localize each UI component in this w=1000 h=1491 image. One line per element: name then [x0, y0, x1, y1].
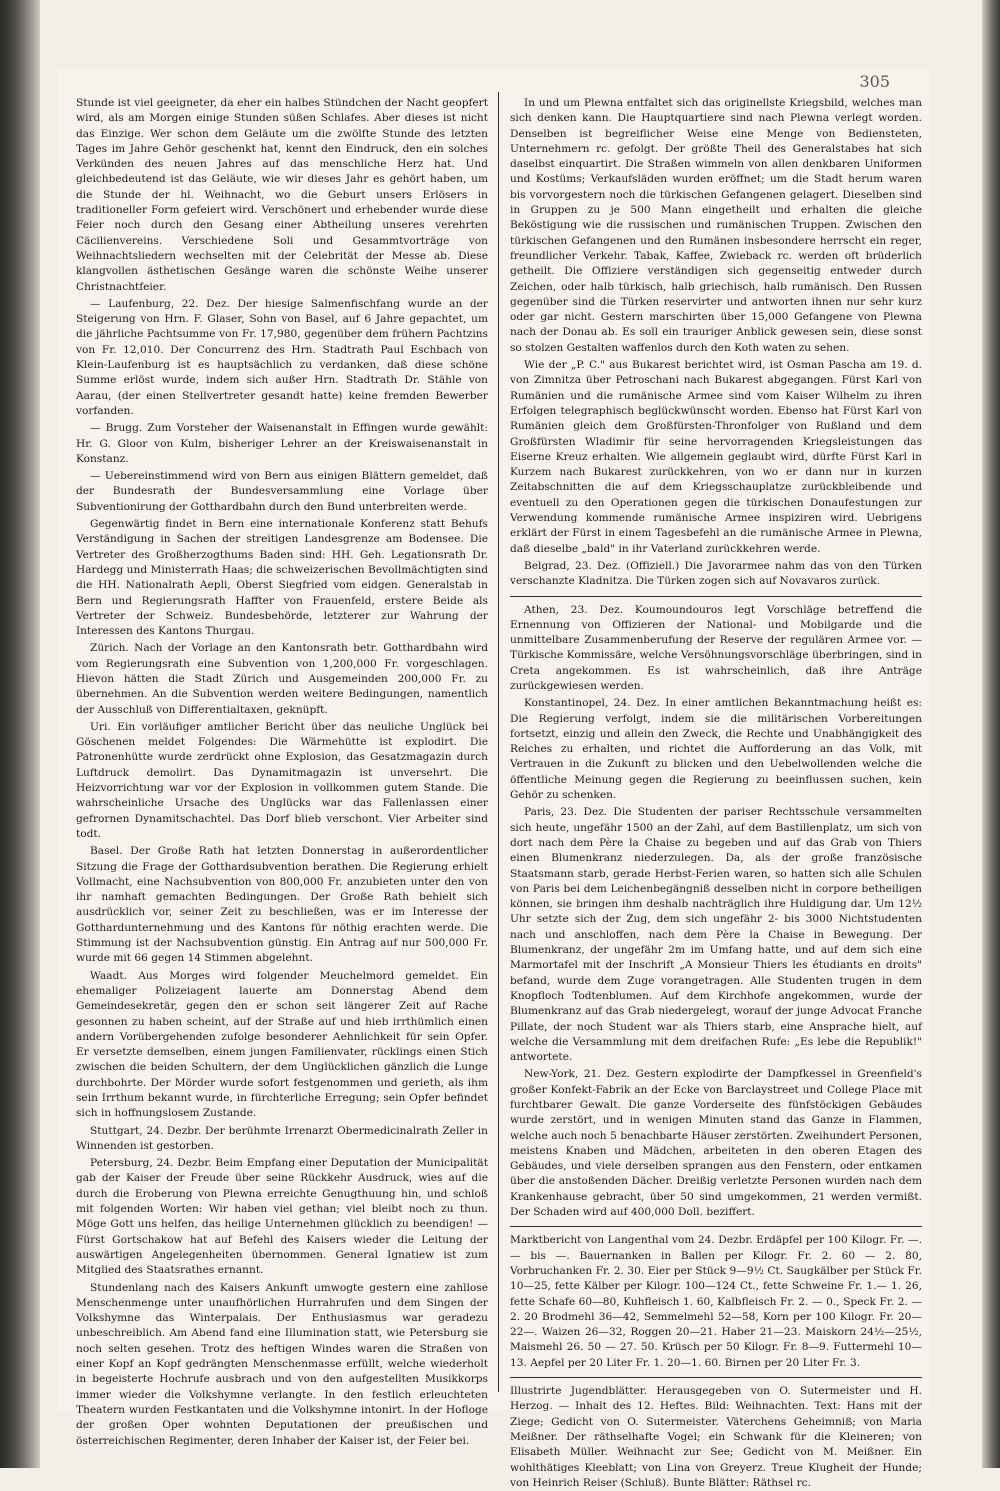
article-plewna: In und um Plewna entfaltet sich das originellste Kriegsbild, welches man sich denken kann. Die Hauptquartiere sind nach Plewna verlegt worden. Denselben ist begreiflicher Weise eine Menge von Bediensteten, Unternehmern rc. gefolgt. Der größte Theil des Generalstabes hat sich daselbst einquartirt. Die Straßen wimmeln von allen denkbaren Uniformen und Kostüms; Verkaufsläden wurden eröffnet; um die Stadt herum waren bis vorvorgestern noch die türkischen Gefangenen gelagert. Dieselben sind in Gruppen zu je 500 Mann eingetheilt und erhalten die gleiche Beköstigung wie die russischen und rumänischen Truppen. Zwischen den türkischen Gefangenen und den Rumänen insbesondere herrscht ein reger, freundlicher Verkehr. Tabak, Kaffee, Zwieback rc. werden oft brüderlich getheilt. Die Offiziere verständigen sich gegenseitig entweder durch Zeichen, oder halb türkisch, halb griechisch, halb rumänisch. Den Russen gegenüber sind die Türken reservirter und antworten ihnen nur sehr kurz oder gar nicht. Gestern marschirten über 15,000 Gefangene von Plewna nach der Donau ab. Es soll ein trauriger Anblick gewesen sein, diese sonst so stolzen Gestalten waffenlos durch den Koth waten zu sehen.	[510, 97, 922, 354]
notice-jugendblaetter: Illustrirte Jugendblätter. Herausgegeben von O. Sutermeister und H. Herzog. — Inhalt des 12. Heftes. Bild: Weihnachten. Text: Hans mit der Ziege; Gedicht von O. Sutermeister. Väterchens Geheimniß; von Maria Meißner. Der räthselhafte Vogel; ein Schwank für die Kleineren; von Elisabeth Müller. Weihnacht zur See; Gedicht von M. Meißner. Ein wohlthätiges Kleeblatt; von Lina von Greyerz. Treue Klugheit der Hunde; von Heinrich Reiser (Schluß). Bunte Blätter: Räthsel rc.	[510, 1385, 922, 1489]
page-number: 305	[859, 72, 890, 91]
article-laufenburg: — Laufenburg, 22. Dez. Der hiesige Salmenfischfang wurde an der Steigerung von Hrn. F. Glaser, Sohn von Basel, auf 6 Jahre gepachtet, um die jährliche Pachtsumme von Fr. 17,980, gegenüber dem frühern Pachtzins von Fr. 12,010. Der Concurrenz des Hrn. Stadtrath Paul Eschbach von Klein-Laufenburg ist es hauptsächlich zu verdanken, daß diese schöne Summe erlöst wurde, indem sich außer Hrn. Stadtrath Dr. Stähle von Aarau, (der einen Stellvertreter gesandt hatte) keine fremden Bewerber vorfanden.	[76, 297, 488, 417]
section-divider	[510, 1377, 922, 1378]
page-edge	[982, 0, 1000, 1468]
article-conference: Gegenwärtig findet in Bern eine internationale Konferenz statt Behufs Verständigung in Sachen der streitigen Landesgrenze am Bodensee. Die Vertreter des Großherzogthums Baden sind: HH. Geh. Legationsrath Dr. Hardegg und Ministerrath Haas; die schweizerischen Bevollmächtigten sind die HH. Nationalrath Aepli, Oberst Siegfried vom eidgen. Generalstab in Bern und Regierungsrath Haffter von Frauenfeld, erstere Beide als Vertreter der Schweiz. Bundesbehörde, letzterer zur Wahrung der Interessen des Kantons Thurgau.	[76, 518, 488, 638]
article-athen: Athen, 23. Dez. Koumoundouros legt Vorschläge betreffend die Ernennung von Offizieren der National- und Mobilgarde und die unmittelbare Zusammenberufung der Reserve der regulären Armee vor. — Türkische Kommissäre, welche Versöhnungsvorschläge überbringen, sind in Creta angekommen. Es ist wahrscheinlich, daß ihre Anträge zurückgewiesen werden.	[510, 603, 922, 692]
right-column	[510, 96, 922, 1489]
article-uri: Uri. Ein vorläufiger amtlicher Bericht über das neuliche Unglück bei Göschenen meldet Folgendes: Die Wärmehütte ist explodirt. Die Patronenhütte wurde zerdrückt ohne Explosion, das Gesatzmagazin durch Luftdruck demolirt. Das Dynamitmagazin ist unversehrt. Die Heizvorrichtung war vor der Explosion in vollkommen gutem Stande. Die wahrscheinliche Ursache des Unglücks war das Fallenlassen einer gefrornen Dynamitschachtel. Das Dorf blieb verschont. Vier Arbeiter sind todt.	[76, 720, 488, 840]
article-basel: Basel. Der Große Rath hat letzten Donnerstag in außerordentlicher Sitzung die Frage der Gotthardsubvention berathen. Die Regierung erhielt Vollmacht, eine Nachsubvention von 800,000 Fr. anzubieten unter den von ihr namhaft gemachten Bedingungen. Der Große Rath behielt sich ausdrücklich vor, seiner Zeit zu beschließen, was er im Interesse der Gotthardunternehmung und des Kantons für nöthig erachten werde. Die Stimmung ist der Nachsubvention günstig. Ein Antrag auf nur 500,000 Fr. wurde mit 66 gegen 14 Stimmen abgelehnt.	[76, 845, 488, 965]
book-binding	[0, 0, 40, 1468]
article-stuttgart: Stuttgart, 24. Dezbr. Der berühmte Irrenarzt Obermedicinalrath Zeller in Winnenden ist gestorben.	[76, 1124, 488, 1152]
article-new-york: New-York, 21. Dez. Gestern explodirte der Dampfkessel in Greenfield's großer Konfekt-Fabrik an der Ecke von Barclaystreet und College Place mit furchtbarer Gewalt. Die ganze Vorderseite des fünfstöckigen Gebäudes wurde zerstört, und in wenigen Minuten stand das Ganze in Flammen, welche auch noch 5 benachbarte Häuser zerstörten. Zweihundert Personen, meistens Knaben und Mädchen, arbeiteten in den oberen Etagen des Gebäudes, und viele derselben sprangen aus den Fenstern, oder entkamen über die anstoßenden Dächer. Dreißig verletzte Personen wurden nach dem Krankenhause gebracht, über 50 sind umgekommen, 21 werden vermißt. Der Schaden wird auf 400,000 Doll. beziffert.	[510, 1068, 922, 1219]
article-bern: — Uebereinstimmend wird von Bern aus einigen Blättern gemeldet, daß der Bundesrath der Bundesversammlung eine Vorlage über Subventionirung der Gotthardbahn durch den Bund unterbreiten werde.	[76, 470, 488, 513]
column-divider	[498, 92, 499, 1392]
newspaper-page	[58, 70, 930, 1489]
article-zurich: Zürich. Nach der Vorlage an den Kantonsrath betr. Gotthardbahn wird vom Regierungsrath eine Subvention von 1,200,000 Fr. vorgeschlagen. Hievon hätten die Stadt Zürich und Ausgemeinden 200,000 Fr. zu übernehmen. An die Subvention werden weitere Bedingungen, namentlich der Ausschluß von Differentialtaxen, geknüpft.	[76, 642, 488, 716]
article-konstantinopel: Konstantinopel, 24. Dez. In einer amtlichen Bekanntmachung heißt es: Die Regierung verfolgt, indem sie die militärischen Vorbereitungen fortsetzt, einzig und allein den Zweck, die Rechte und Unabhängigkeit des Reiches zu erhalten, und richtet die Aufforderung an das Volk, mit Vertrauen in die Zukunft zu blicken und den Uebelwollenden welche die öffentliche Meinung gegen die Regierung zu beeinflussen suchen, kein Gehör zu schenken.	[510, 697, 922, 802]
article-belgrad: Belgrad, 23. Dez. (Offiziell.) Die Javorarmee nahm das von den Türken verschanzte Kladnitza. Die Türken zogen sich auf Novavaros zurück.	[510, 559, 922, 588]
article-petersburg: Petersburg, 24. Dezbr. Beim Empfang einer Deputation der Municipalität gab der Kaiser der Freude über seine Rückkehr Ausdruck, wies auf die durch die Eroberung von Plewna erreichte Genugthuung hin, und schloß mit folgenden Worten: Wir haben viel gethan; viel bleibt noch zu thun. Möge Gott uns helfen, das heilige Unternehmen glücklich zu beendigen! — Fürst Gortschakow hat auf Befehl des Kaisers wieder die Leitung der auswärtigen Angelegenheiten übernommen. General Ignatiew ist zum Mitglied des Staatsrathes ernannt.	[76, 1157, 488, 1277]
article-waadt: Waadt. Aus Morges wird folgender Meuchelmord gemeldet. Ein ehemaliger Polizeiagent lauerte am Donnerstag Abend dem Gemeindesekretär, gegen den er schon seit längerer Zeit auf Rache gesonnen zu haben scheint, auf der Straße auf und hieb irrthümlich einen andern Vorübergehenden zufolge besonderer Aehnlichkeit für sein Opfer. Er versetzte demselben, einem jungen Familienvater, rücklings einen Stich zwischen die beiden Schultern, der dem Unglücklichen gänzlich die Lunge durchbohrte. Der Mörder wurde sofort festgenommen und gerieth, als ihm sein Irrthum bekannt wurde, in fürchterliche Erregung; sein Opfer befindet sich in hoffnungslosem Zustande.	[76, 969, 488, 1120]
section-divider	[510, 1226, 922, 1227]
section-divider	[510, 596, 922, 597]
article-petersburg-continued: Stundenlang nach des Kaisers Ankunft umwogte gestern eine zahllose Menschenmenge unter unaufhörlichen Hurrahrufen und dem Singen der Volkshymne das Winterpalais. Der Enthusiasmus war geradezu unbeschreiblich. Am Abend fand eine Illumination statt, wie Petersburg sie noch selten gesehen. Trotz des heftigen Windes waren die Straßen von einer Kopf an Kopf gedrängten Menschenmasse erfüllt, welche wiederholt in begeisterte Hochrufe ausbrach und von den aufgestellten Musikkorps immer wieder die Volkshymne verlangte. In den festlich erleuchteten Theatern wurden Festkantaten und die Volkshymne intonirt. In der Hofloge der großen Oper wohnten Deputationen der preußischen und österreichischen Regimenter, deren Inhaber der Kaiser ist, der Feier bei.	[76, 1281, 488, 1447]
article-paragraph: Stunde ist viel geeigneter, da eher ein halbes Stündchen der Nacht geopfert wird, als am Morgen einige Stunden süßen Schlafes. Aber dieses ist nicht das Einzige. Wer schon dem Geläute um die zwölfte Stunde des letzten Tages im Jahre Gehör geschenkt hat, kennt den Eindruck, den ein solches Verkünden des neuen Jahres auf das menschliche Herz hat. Und gleichbedeutend ist das Geläute, wie wir dieses Jahr es gehört haben, um die Stunde der hl. Weihnacht, wo die Geburt unsers Erlösers in traditioneller Form gefeiert wird. Verschönert und erhebender wurde diese Feier noch durch den Gesang einer Abtheilung unseres verehrten Cäcilienvereins. Verschiedene Soli und Gesammtvorträge von Weihnachtsliedern wechselten mit der Celebrität der Messe ab. Diese klangvollen ästhetischen Gesänge waren die schönste Weihe unserer Christnachtfeier.	[76, 97, 488, 293]
left-column	[76, 96, 488, 1447]
article-paris: Paris, 23. Dez. Die Studenten der pariser Rechtsschule versammelten sich heute, ungefähr 1500 an der Zahl, auf dem Bastillenplatz, um sich von dort nach dem Père la Chaise zu begeben und auf das Grab von Thiers einen Blumenkranz niederzulegen. Da, als der große französische Staatsmann starb, gerade Herbst-Ferien waren, so hatten sich alle Schulen von Paris bei dem Leichenbegängniß desselben nicht in corpore betheiligen können, sie bringen ihm deshalb nachträglich ihre Huldigung dar. Um 12½ Uhr setzte sich der Zug, dem sich ungefähr 2- bis 3000 Nichtstudenten nach und anschloffen, nach dem Père la Chaise in Bewegung. Der Blumenkranz, der ungefähr 2m im Umfang hatte, und auf dem sich eine Marmortafel mit der Inschrift „A Monsieur Thiers les étudiants en droits" befand, wurde dem Zuge vorangetragen. Alle Studenten trugen in dem Knopfloch Todtenblumen. Auf dem Kirchhofe angekommen, wurde der Blumenkranz auf das Grab niedergelegt, worauf der junge Advocat Franche Pillate, der noch Student war als Thiers starb, eine Ansprache hielt, auf welche die Versammlung mit dem dreifachen Rufe: „Es lebe die Republik!" antwortete.	[510, 806, 922, 1064]
article-bukarest: Wie der „P. C." aus Bukarest berichtet wird, ist Osman Pascha am 19. d. von Zimnitza über Petroschani nach Bukarest abgegangen. Fürst Karl von Rumänien und die rumänische Armee sind vom Kaiser Wilhelm zu ihren Erfolgen telegraphisch beglückwünscht worden. Ebenso hat Fürst Karl von Rumänien gleich dem Großfürsten-Thronfolger von Rußland und dem Großfürsten Wladimir für seine hervorragenden Kriegsleistungen das Eiserne Kreuz erhalten. Wie allgemein geglaubt wird, dürfte Fürst Karl in Kurzem nach Bukarest zurückkehren, von wo er dann nur in kurzen Zeitabschnitten die auf dem Kriegsschauplatze zurückbleibende und eventuell zu den Operationen gegen die türkischen Donaufestungen zur Verwendung kommende rumänische Armee inspiziren wird. Uebrigens erklärt der Fürst in einem Tagesbefehl an die rumänische Armee in Plewna, daß dieselbe „bald" in ihr Vaterland zurückkehren werde.	[510, 359, 922, 555]
market-report: Marktbericht von Langenthal vom 24. Dezbr. Erdäpfel per 100 Kilogr. Fr. —. — bis —. Bauernanken in Ballen per Kilogr. Fr. 2. 60 — 2. 80, Vorbruchanken Fr. 2. 30. Eier per Stück 9—9½ Ct. Saugkälber per Stück Fr. 10—25, fette Kälber per Kilogr. 100—124 Ct., fette Schweine Fr. 1.— 1. 26, fette Schafe 60—80, Kuhfleisch 1. 60, Kalbfleisch Fr. 2. — 0., Speck Fr. 2. — 2. 20 Brodmehl 36—42, Semmelmehl 52—58, Korn per 100 Kilogr. Fr. 20—22—. Waizen 26—32, Roggen 20—21. Haber 21—23. Maiskorn 24½—25½, Maismehl 26. 50 — 27. 50. Krüsch per 50 Kilogr. Fr. 8—9. Futtermehl 10—13. Aepfel per 20 Liter Fr. 1. 20—1. 60. Birnen per 20 Liter Fr. 3.	[510, 1234, 922, 1369]
article-brugg: — Brugg. Zum Vorsteher der Waisenanstalt in Effingen wurde gewählt: Hr. G. Gloor von Kulm, bisheriger Lehrer an der Kreiswaisenanstalt in Konstanz.	[76, 422, 488, 465]
